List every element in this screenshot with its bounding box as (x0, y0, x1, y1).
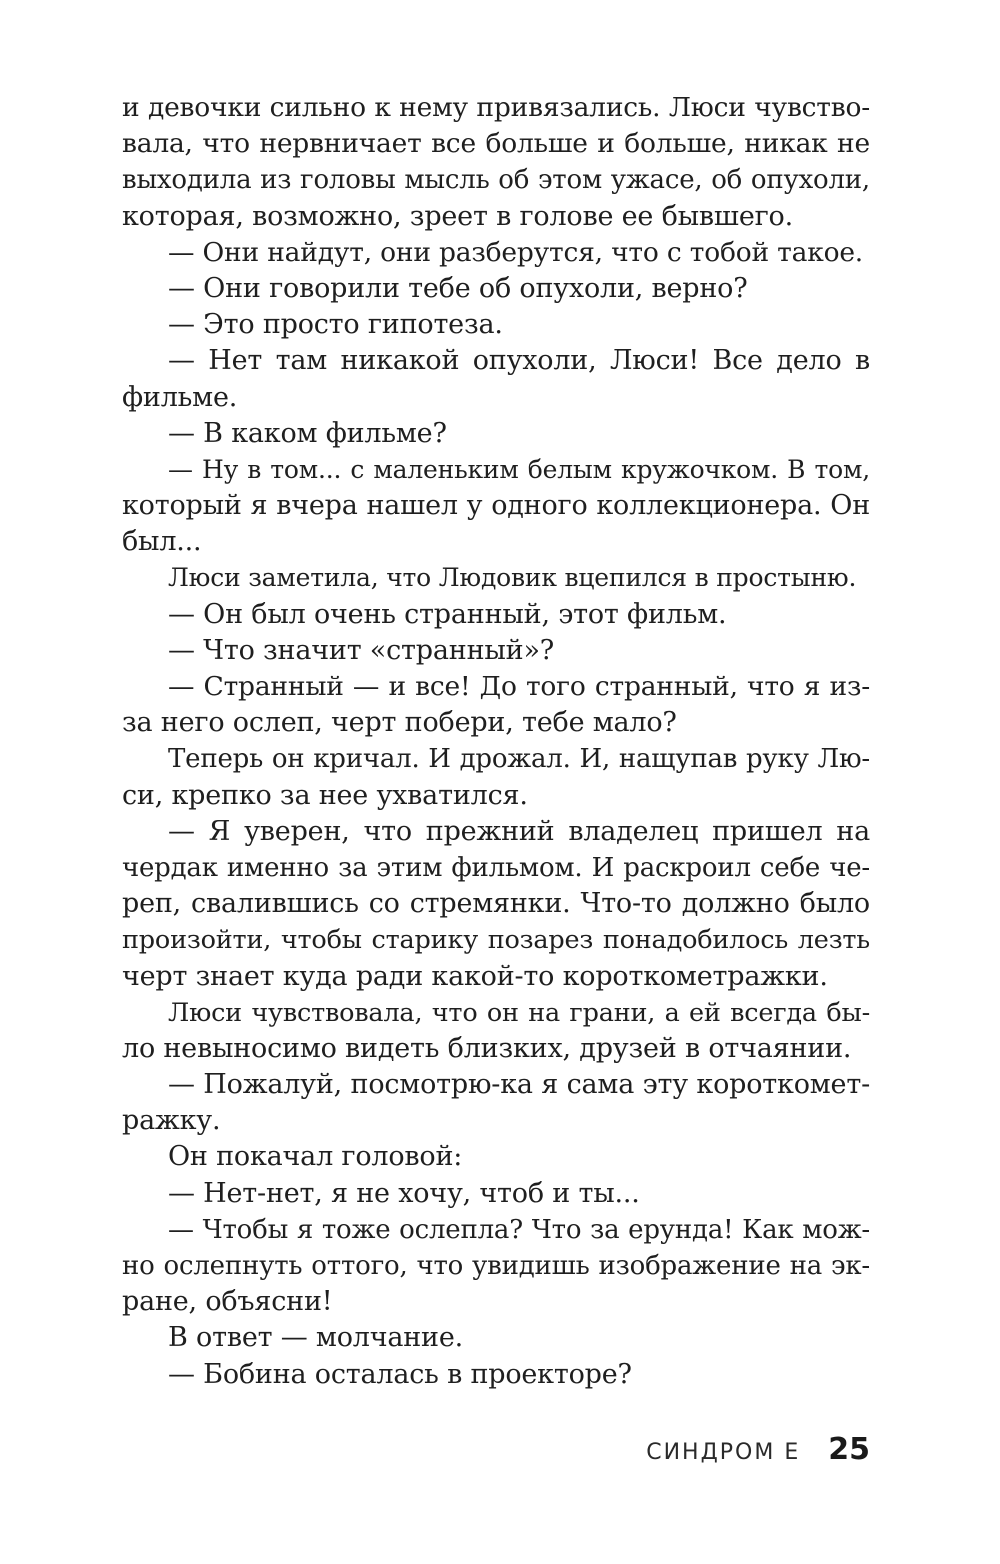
text-line: чердак именно за этим фильмом. И раскроил себе че- (122, 852, 870, 883)
text-line: ло невыносимо видеть близких, друзей в отчаянии. (122, 1032, 852, 1064)
text-line: — Это просто гипотеза. (168, 309, 503, 341)
text-line: В ответ — молчание. (168, 1322, 464, 1354)
text-line: которая, возможно, зреет в голове ее бывшего. (122, 200, 793, 232)
text-line: Теперь он кричал. И дрожал. И, нащупав руку Лю- (168, 744, 870, 775)
text-line: — Я уверен, что прежний владелец пришел на (168, 815, 870, 847)
text-line: был... (122, 526, 202, 558)
text-line: ражку. (122, 1105, 221, 1137)
page-body (122, 90, 870, 1393)
text-line: который я вчера нашел у одного коллекционера. Он (122, 490, 870, 522)
text-line: — Нет там никакой опухоли, Люси! Все дело в (168, 345, 870, 377)
text-line: черт знает куда ради какой-то короткометражки. (122, 960, 828, 992)
text-line: — Ну в том... с маленьким белым кружочком. В том, (168, 454, 870, 484)
text-line: выходила из головы мысль об этом ужасе, об опухоли, (122, 165, 870, 196)
text-line: — Пожалуй, посмотрю-ка я сама эту короткомет- (168, 1069, 870, 1101)
running-title: СИНДРОМ Е (646, 1440, 801, 1465)
text-line: реп, свалившись со стремянки. Что-то должно было (122, 888, 870, 920)
text-line: но ослепнуть оттого, что увидишь изображение на эк- (122, 1251, 870, 1281)
text-line: — Нет-нет, я не хочу, чтоб и ты... (168, 1177, 640, 1209)
text-line: Люси заметила, что Людовик вцепился в простыню. (168, 563, 857, 593)
text-line: ране, объясни! (122, 1286, 333, 1318)
text-line: — Странный — и все! До того странный, что я из- (168, 671, 870, 702)
text-line: вала, что нервничает все больше и больше, никак не (122, 128, 870, 160)
text-line: Люси чувствовала, что он на грани, а ей всегда бы- (168, 997, 870, 1028)
text-line: — Чтобы я тоже ослепла? Что за ерунда! Как мож- (168, 1214, 870, 1245)
text-line: за него ослеп, черт побери, тебе мало? (122, 707, 677, 739)
text-line: — Он был очень странный, этот фильм. (168, 598, 727, 630)
text-line: — Они говорили тебе об опухоли, верно? (168, 272, 748, 304)
text-line: фильме. (122, 381, 238, 413)
text-line: и девочки сильно к нему привязались. Люси чувство- (122, 92, 870, 123)
text-line: Он покачал головой: (168, 1141, 463, 1173)
text-line: — Они найдут, они разберутся, что с тобой такое. (168, 236, 864, 268)
text-line: — В каком фильме? (168, 417, 447, 449)
text-line: си, крепко за нее ухватился. (122, 779, 528, 811)
text-line: произойти, чтобы старику позарез понадобилось лезть (122, 925, 870, 956)
text-line: — Бобина осталась в проекторе? (168, 1358, 632, 1390)
text-line: — Что значит «странный»? (168, 634, 555, 666)
page-footer (646, 1432, 870, 1472)
page-number: 25 (828, 1432, 870, 1467)
